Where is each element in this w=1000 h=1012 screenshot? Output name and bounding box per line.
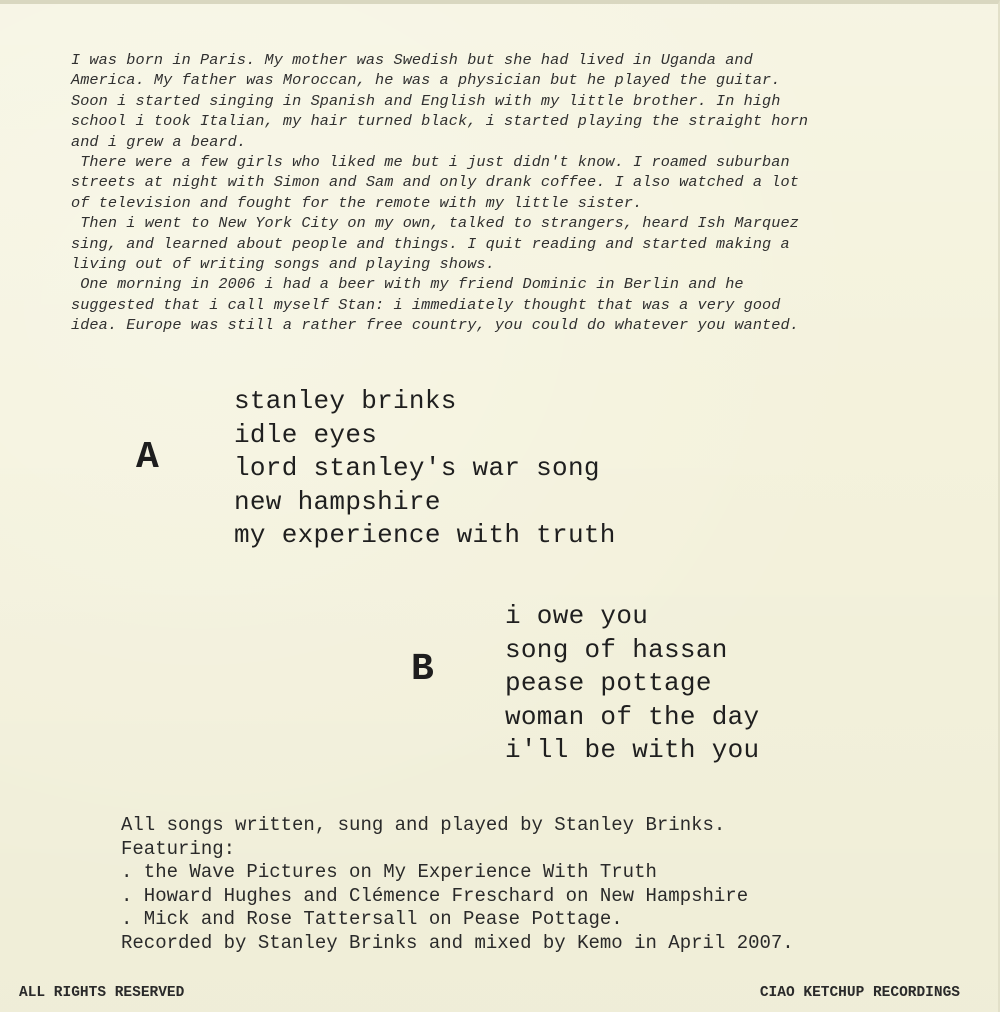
track-title: i owe you	[505, 601, 649, 631]
credits-text	[121, 814, 941, 955]
bio-line: There were a few girls who liked me but i just didn't know. I roamed suburban	[71, 153, 790, 172]
credits-line: Featuring:	[121, 837, 236, 860]
rights-notice: ALL RIGHTS RESERVED	[19, 985, 185, 1001]
bio-line: One morning in 2006 i had a beer with my friend Dominic in Berlin and he	[71, 275, 744, 294]
track-title: pease pottage	[505, 668, 712, 698]
bio-line: idea. Europe was still a rather free country, you could do whatever you wanted.	[71, 316, 799, 335]
credits-line: . Howard Hughes and Clémence Freschard on New Hampshire	[121, 884, 749, 907]
label-name: CIAO KETCHUP RECORDINGS	[759, 985, 960, 1001]
side-a-label: A	[136, 436, 159, 479]
bio-line: and i grew a beard.	[71, 132, 247, 151]
bio-line: I was born in Paris. My mother was Swedish but she had lived in Uganda and	[71, 51, 753, 69]
biography-text	[71, 50, 951, 336]
credits-line: All songs written, sung and played by Stanley Brinks.	[121, 814, 726, 836]
bio-line: sing, and learned about people and things. I quit reading and started making a	[71, 234, 790, 253]
bio-line: streets at night with Simon and Sam and only drank coffee. I also watched a lot	[71, 173, 799, 192]
track-title: woman of the day	[505, 701, 760, 732]
credits-line: . Mick and Rose Tattersall on Pease Pottage.	[121, 908, 623, 930]
track-title: lord stanley's war song	[234, 453, 600, 483]
track-title: i'll be with you	[505, 735, 760, 765]
track-title: song of hassan	[505, 634, 728, 665]
track-title: my experience with truth	[234, 520, 616, 550]
bio-line: suggested that i call myself Stan: i immediately thought that was a very good	[71, 295, 781, 314]
side-a-tracklist	[234, 385, 616, 553]
track-title: idle eyes	[234, 419, 378, 450]
bio-line: of television and fought for the remote with my little sister.	[71, 193, 643, 212]
side-b-label: B	[411, 648, 434, 691]
track-title: stanley brinks	[234, 386, 457, 416]
credits-line: Recorded by Stanley Brinks and mixed by Kemo in April 2007.	[121, 931, 794, 954]
bio-line: living out of writing songs and playing shows.	[71, 255, 495, 274]
bio-line: Soon i started singing in Spanish and English with my little brother. In high	[71, 91, 781, 110]
bio-line: school i took Italian, my hair turned black, i started playing the straight horn	[71, 112, 809, 131]
bio-line: America. My father was Moroccan, he was a physician but he played the guitar.	[71, 71, 781, 90]
credits-line: . the Wave Pictures on My Experience With Truth	[121, 861, 657, 883]
side-b-tracklist	[505, 600, 759, 768]
bio-line: Then i went to New York City on my own, talked to strangers, heard Ish Marquez	[71, 214, 799, 233]
track-title: new hampshire	[234, 486, 441, 517]
